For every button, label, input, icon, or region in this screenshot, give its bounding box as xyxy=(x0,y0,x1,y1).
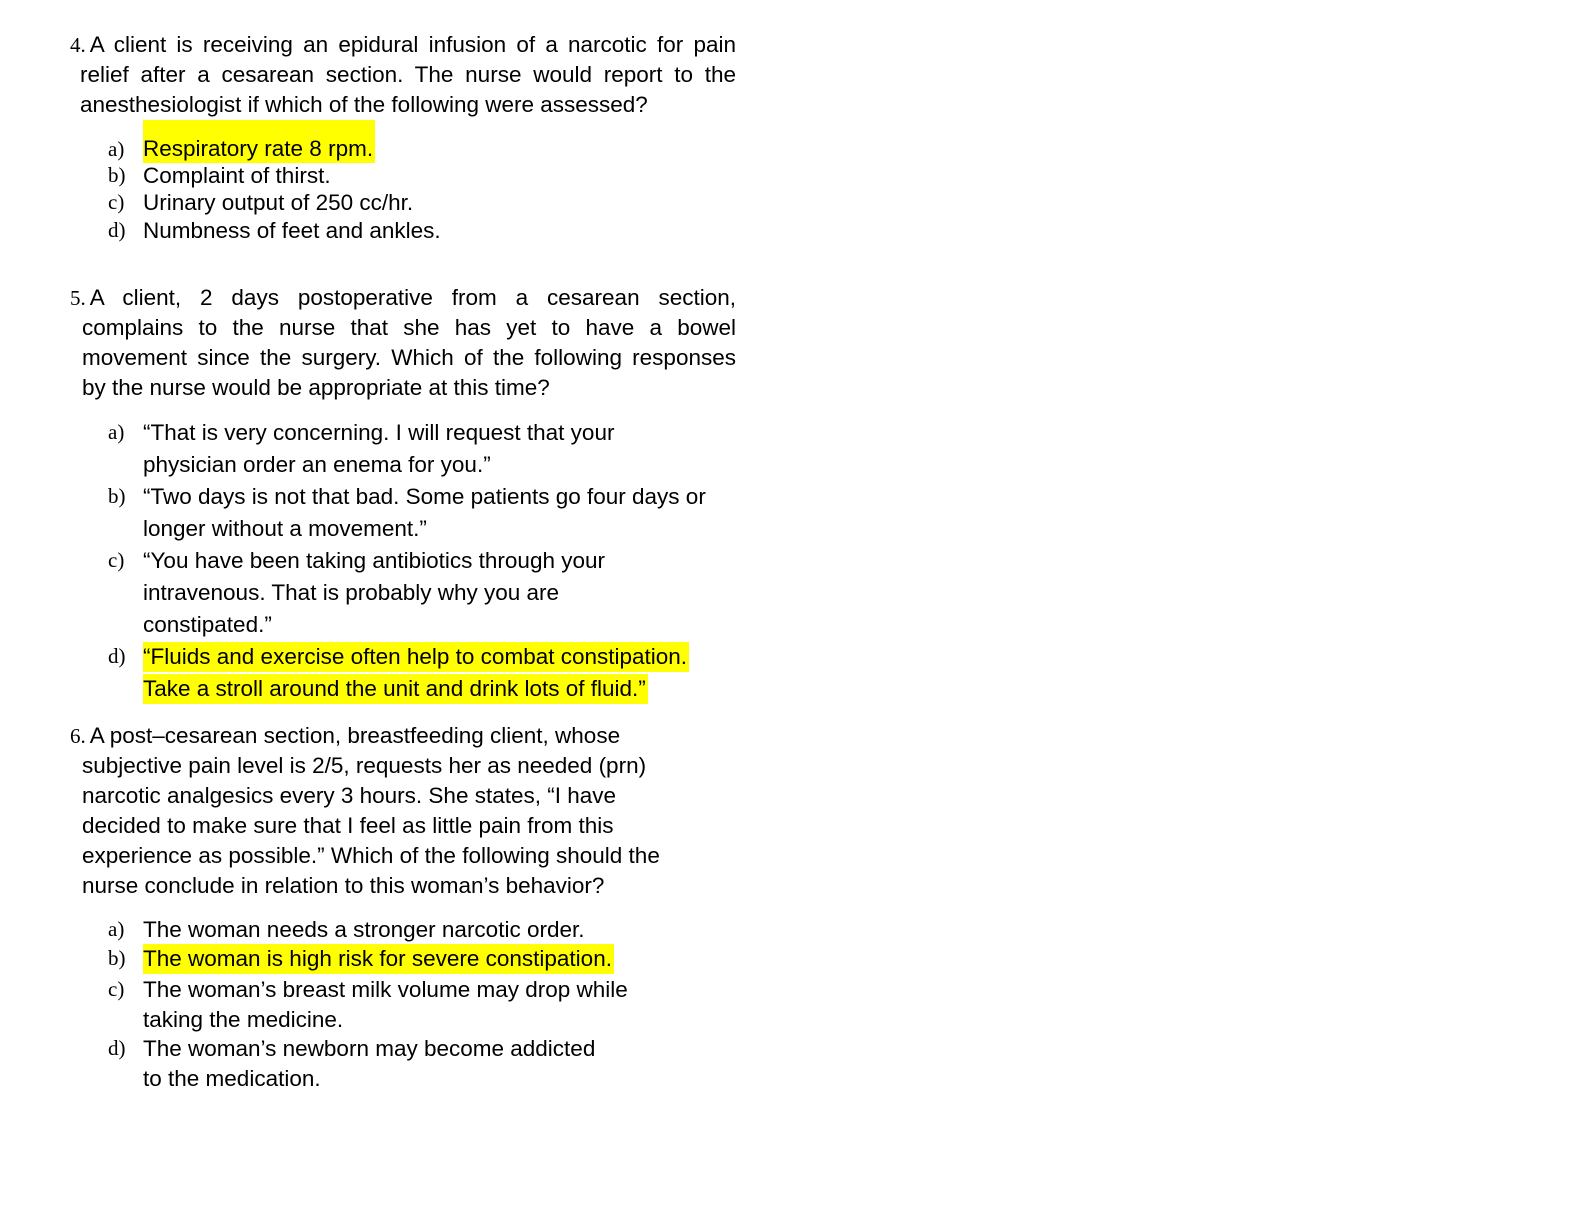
option-letter: b) xyxy=(108,484,126,508)
question-stem-line: subjective pain level is 2/5, requests her as needed (prn) xyxy=(82,753,647,778)
option-text: “Two days is not that bad. Some patients go four days or xyxy=(143,484,706,509)
option-letter: d) xyxy=(108,1036,126,1060)
question-stem-line: complains to the nurse that she has yet to have a bowel xyxy=(82,315,736,340)
option-text-highlighted: Respiratory rate 8 rpm. xyxy=(143,120,375,163)
question-stem-line: 4. A client is receiving an epidural infusion of a narcotic for pain xyxy=(70,32,736,57)
option-letter: a) xyxy=(108,917,125,941)
option-text: intravenous. That is probably why you are xyxy=(143,580,560,605)
option-text: Urinary output of 250 cc/hr. xyxy=(143,190,414,215)
question-stem-line: experience as possible.” Which of the following should the xyxy=(82,843,660,868)
question-stem-line: movement since the surgery. Which of the following responses xyxy=(82,345,736,370)
option-text: The woman’s breast milk volume may drop while xyxy=(143,977,628,1002)
option-text: to the medication. xyxy=(143,1066,321,1091)
question-number: 6. xyxy=(70,724,86,748)
question-stem-line: anesthesiologist if which of the following were assessed? xyxy=(80,92,648,117)
option-4a xyxy=(108,135,748,163)
option-text: Complaint of thirst. xyxy=(143,163,331,188)
option-text-highlighted: Take a stroll around the unit and drink lots of fluid.” xyxy=(143,674,648,704)
question-6 xyxy=(70,721,710,901)
option-text: “That is very concerning. I will request that your xyxy=(143,420,615,445)
question-stem-line: relief after a cesarean section. The nurse would report to the xyxy=(80,62,736,87)
option-letter: b) xyxy=(108,946,126,970)
question-stem-line: by the nurse would be appropriate at this time? xyxy=(82,375,550,400)
question-4 xyxy=(70,30,736,120)
option-text: constipated.” xyxy=(143,612,272,637)
option-text: physician order an enema for you.” xyxy=(143,452,491,477)
option-text: The woman needs a stronger narcotic order. xyxy=(143,917,585,942)
option-letter: b) xyxy=(108,163,126,187)
option-text: Numbness of feet and ankles. xyxy=(143,218,441,243)
option-letter: d) xyxy=(108,644,126,668)
question-stem-line: nurse conclude in relation to this woman’s behavior? xyxy=(82,873,605,898)
question-number: 4. xyxy=(70,33,86,57)
question-stem-line: 5. A client, 2 days postoperative from a cesarean section, xyxy=(70,285,736,310)
option-text: “You have been taking antibiotics through your xyxy=(143,548,605,573)
option-letter: c) xyxy=(108,190,125,214)
option-text-highlighted: “Fluids and exercise often help to combat constipation. xyxy=(143,642,689,672)
option-letter: d) xyxy=(108,218,126,242)
option-text: The woman’s newborn may become addicted xyxy=(143,1036,596,1061)
option-letter: c) xyxy=(108,548,125,572)
question-5 xyxy=(70,283,736,403)
question-stem-line: decided to make sure that I feel as little pain from this xyxy=(82,813,614,838)
option-text-highlighted: The woman is high risk for severe constipation. xyxy=(143,944,614,974)
option-letter: a) xyxy=(108,137,125,161)
option-text: longer without a movement.” xyxy=(143,516,427,541)
question-number: 5. xyxy=(70,286,86,310)
question-stem-line: 6. A post–cesarean section, breastfeeding client, whose xyxy=(70,723,621,748)
option-letter: c) xyxy=(108,977,125,1001)
option-letter: a) xyxy=(108,420,125,444)
question-stem-line: narcotic analgesics every 3 hours. She states, “I have xyxy=(82,783,617,808)
option-text: taking the medicine. xyxy=(143,1007,344,1032)
